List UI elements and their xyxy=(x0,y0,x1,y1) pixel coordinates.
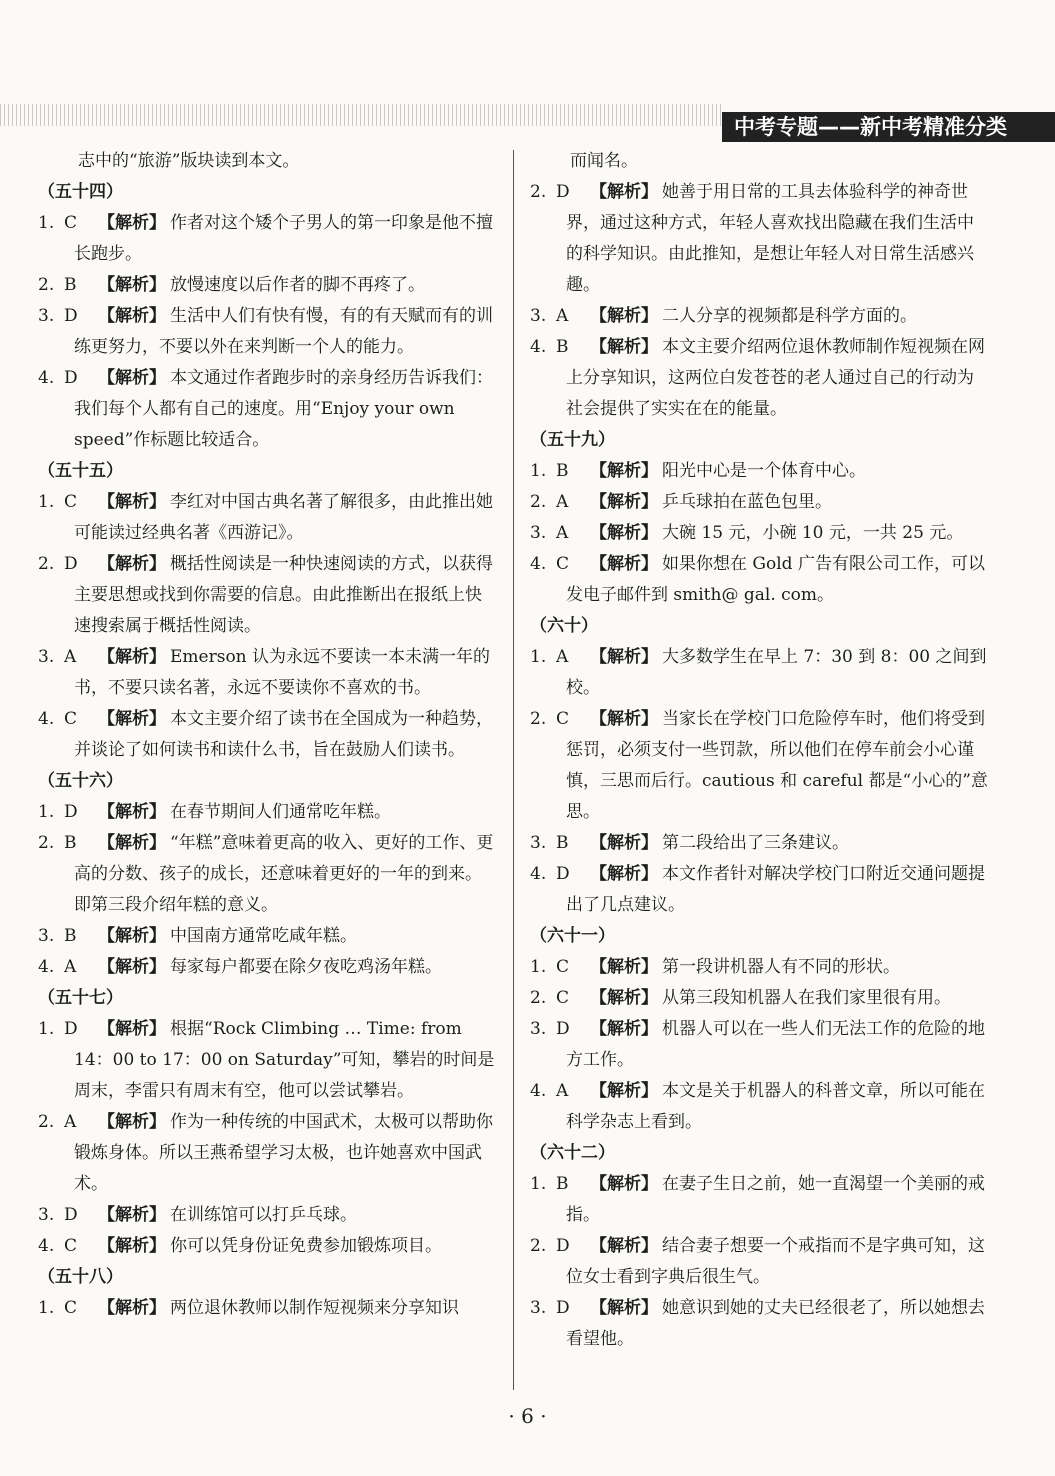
item-number: 1. xyxy=(38,1019,55,1039)
item-number: 2. xyxy=(530,182,547,202)
item-explanation: 如果你想在 Gold 广告有限公司工作，可以发电子邮件到 smith@ gal. com。 xyxy=(566,554,985,605)
answer-item xyxy=(38,828,498,921)
section-title: （六十二） xyxy=(530,1143,615,1163)
page-number: · 6 · xyxy=(508,1404,547,1428)
item-number: 1. xyxy=(530,1174,547,1194)
item-number: 1. xyxy=(38,213,55,233)
item-answer: D xyxy=(64,802,78,822)
item-answer: B xyxy=(556,461,569,481)
analysis-tag: 【解析】 xyxy=(590,1174,658,1194)
answer-item xyxy=(38,1293,498,1324)
item-explanation: 二人分享的视频都是科学方面的。 xyxy=(662,306,917,326)
item-answer: D xyxy=(556,1236,570,1256)
answer-item xyxy=(530,859,990,921)
item-explanation: 生活中人们有快有慢，有的有天赋而有的训练更努力，不要以外在来判断一个人的能力。 xyxy=(74,306,493,357)
answer-item xyxy=(530,704,990,828)
item-answer: B xyxy=(64,275,77,295)
analysis-tag: 【解析】 xyxy=(590,1298,658,1318)
analysis-tag: 【解析】 xyxy=(590,988,658,1008)
answer-item xyxy=(530,301,990,332)
item-answer: D xyxy=(64,1205,78,1225)
analysis-tag: 【解析】 xyxy=(98,1112,166,1132)
section-title: （五十六） xyxy=(38,771,123,791)
analysis-tag: 【解析】 xyxy=(590,306,658,326)
analysis-tag: 【解析】 xyxy=(590,1236,658,1256)
answer-item xyxy=(38,363,498,456)
item-answer: C xyxy=(556,988,570,1008)
item-explanation: 概括性阅读是一种快速阅读的方式，以获得主要思想或找到你需要的信息。由此推断出在报纸上快速搜索属于概括性阅读。 xyxy=(74,554,493,636)
item-explanation: 作为一种传统的中国武术，太极可以帮助你锻炼身体。所以王燕希望学习太极，也许她喜欢中国武术。 xyxy=(74,1112,493,1194)
item-explanation: 两位退休教师以制作短视频来分享知识 xyxy=(170,1298,459,1318)
analysis-tag: 【解析】 xyxy=(98,926,166,946)
item-number: 1. xyxy=(38,492,55,512)
answer-item xyxy=(38,1014,498,1107)
answer-item xyxy=(530,456,990,487)
analysis-tag: 【解析】 xyxy=(590,833,658,853)
analysis-tag: 【解析】 xyxy=(98,1205,166,1225)
item-explanation: 根据“Rock Climbing … Time: from 14：00 to 17：00 on Saturday”可知，攀岩的时间是周末，李雷只有周末有空，他可以尝试攀岩。 xyxy=(74,1019,495,1101)
answer-item xyxy=(530,952,990,983)
item-answer: A xyxy=(556,647,569,667)
continuation-text: 志中的“旅游”版块读到本文。 xyxy=(78,151,300,171)
item-answer: C xyxy=(556,554,570,574)
item-answer: D xyxy=(64,554,78,574)
item-number: 3. xyxy=(38,926,55,946)
item-answer: A xyxy=(556,523,569,543)
item-number: 2. xyxy=(38,275,55,295)
answer-item xyxy=(38,1200,498,1231)
item-explanation: 本文通过作者跑步时的亲身经历告诉我们：我们每个人都有自己的速度。用“Enjoy your own speed”作标题比较适合。 xyxy=(74,368,493,450)
answer-item xyxy=(38,704,498,766)
answer-item xyxy=(530,177,990,301)
item-number: 4. xyxy=(38,368,55,388)
header-banner: 中考专题——新中考精准分类 xyxy=(722,112,1055,142)
answer-item xyxy=(38,1107,498,1200)
item-number: 1. xyxy=(530,461,547,481)
analysis-tag: 【解析】 xyxy=(590,523,658,543)
analysis-tag: 【解析】 xyxy=(590,1019,658,1039)
analysis-tag: 【解析】 xyxy=(98,802,166,822)
item-explanation: 本文是关于机器人的科普文章，所以可能在科学杂志上看到。 xyxy=(566,1081,985,1132)
item-explanation: 阳光中心是一个体育中心。 xyxy=(662,461,866,481)
item-answer: C xyxy=(64,1236,78,1256)
answer-item xyxy=(530,1014,990,1076)
section-title: （五十五） xyxy=(38,461,123,481)
item-answer: D xyxy=(64,368,78,388)
answer-item xyxy=(530,642,990,704)
section-title: （五十八） xyxy=(38,1267,123,1287)
answer-item xyxy=(38,549,498,642)
item-answer: A xyxy=(64,1112,77,1132)
analysis-tag: 【解析】 xyxy=(590,182,658,202)
section-title: （五十七） xyxy=(38,988,123,1008)
item-number: 3. xyxy=(530,1019,547,1039)
analysis-tag: 【解析】 xyxy=(98,306,166,326)
answer-item xyxy=(38,208,498,270)
item-answer: D xyxy=(64,1019,78,1039)
section-title: （六十一） xyxy=(530,926,615,946)
analysis-tag: 【解析】 xyxy=(98,554,166,574)
item-answer: B xyxy=(556,1174,569,1194)
answer-item xyxy=(38,301,498,363)
answer-item xyxy=(530,983,990,1014)
item-number: 2. xyxy=(38,1112,55,1132)
item-answer: C xyxy=(64,1298,78,1318)
item-answer: D xyxy=(556,182,570,202)
item-answer: A xyxy=(556,1081,569,1101)
item-answer: C xyxy=(64,709,78,729)
item-explanation: 当家长在学校门口危险停车时，他们将受到惩罚，必须支付一些罚款，所以他们在停车前会小心谨慎，三思而后行。cautious 和 careful 都是“小心的”意思。 xyxy=(566,709,988,822)
item-explanation: 在春节期间人们通常吃年糕。 xyxy=(170,802,391,822)
item-explanation: 作者对这个矮个子男人的第一印象是他不擅长跑步。 xyxy=(74,213,493,264)
item-number: 1. xyxy=(38,1298,55,1318)
answer-item xyxy=(530,1293,990,1355)
item-number: 3. xyxy=(530,1298,547,1318)
item-explanation: 乒乓球拍在蓝色包里。 xyxy=(662,492,832,512)
item-number: 2. xyxy=(530,1236,547,1256)
item-number: 1. xyxy=(530,957,547,977)
item-number: 3. xyxy=(530,523,547,543)
answer-item xyxy=(38,487,498,549)
item-number: 4. xyxy=(530,554,547,574)
item-explanation: Emerson 认为永远不要读一本未满一年的书，不要只读名著，永远不要读你不喜欢的书。 xyxy=(74,647,491,698)
answer-item xyxy=(530,1231,990,1293)
item-answer: C xyxy=(64,213,78,233)
answer-item xyxy=(530,332,990,425)
answer-item xyxy=(38,642,498,704)
item-number: 3. xyxy=(530,833,547,853)
item-explanation: 大多数学生在早上 7：30 到 8：00 之间到校。 xyxy=(566,647,987,698)
item-answer: A xyxy=(556,306,569,326)
item-explanation: 李红对中国古典名著了解很多，由此推出她可能读过经典名著《西游记》。 xyxy=(74,492,493,543)
item-answer: D xyxy=(556,1019,570,1039)
item-answer: C xyxy=(556,957,570,977)
analysis-tag: 【解析】 xyxy=(590,492,658,512)
analysis-tag: 【解析】 xyxy=(98,1236,166,1256)
item-explanation: 她善于用日常的工具去体验科学的神奇世界，通过这种方式，年轻人喜欢找出隐藏在我们生活中的科学知识。由此推知，是想让年轻人对日常生活感兴趣。 xyxy=(566,182,974,295)
analysis-tag: 【解析】 xyxy=(98,709,166,729)
analysis-tag: 【解析】 xyxy=(98,368,166,388)
continuation-text: 而闻名。 xyxy=(570,151,638,171)
item-number: 3. xyxy=(38,306,55,326)
answer-item xyxy=(38,952,498,983)
item-answer: D xyxy=(64,306,78,326)
analysis-tag: 【解析】 xyxy=(590,554,658,574)
item-answer: C xyxy=(556,709,570,729)
analysis-tag: 【解析】 xyxy=(98,213,166,233)
header-hatch xyxy=(0,104,722,126)
item-answer: D xyxy=(556,864,570,884)
item-explanation: 第一段讲机器人有不同的形状。 xyxy=(662,957,900,977)
analysis-tag: 【解析】 xyxy=(98,1298,166,1318)
answer-item xyxy=(530,828,990,859)
item-number: 2. xyxy=(530,709,547,729)
item-answer: B xyxy=(556,337,569,357)
item-number: 3. xyxy=(38,1205,55,1225)
section-title: （六十） xyxy=(530,616,598,636)
answer-item xyxy=(530,1076,990,1138)
item-explanation: 本文主要介绍两位退休教师制作短视频在网上分享知识，这两位白发苍苍的老人通过自己的行动为社会提供了实实在在的能量。 xyxy=(566,337,985,419)
item-explanation: 第二段给出了三条建议。 xyxy=(662,833,849,853)
answer-item xyxy=(530,487,990,518)
item-answer: B xyxy=(64,833,77,853)
section-title: （五十四） xyxy=(38,182,123,202)
answer-item xyxy=(38,1231,498,1262)
item-number: 4. xyxy=(38,1236,55,1256)
analysis-tag: 【解析】 xyxy=(590,709,658,729)
item-explanation: 结合妻子想要一个戒指而不是字典可知，这位女士看到字典后很生气。 xyxy=(566,1236,985,1287)
item-explanation: 机器人可以在一些人们无法工作的危险的地方工作。 xyxy=(566,1019,985,1070)
item-number: 3. xyxy=(38,647,55,667)
item-number: 4. xyxy=(38,957,55,977)
answer-item xyxy=(38,797,498,828)
item-number: 2. xyxy=(38,554,55,574)
item-number: 2. xyxy=(38,833,55,853)
item-explanation: 中国南方通常吃咸年糕。 xyxy=(170,926,357,946)
item-answer: B xyxy=(64,926,77,946)
item-answer: A xyxy=(556,492,569,512)
analysis-tag: 【解析】 xyxy=(98,275,166,295)
item-explanation: 在妻子生日之前，她一直渴望一个美丽的戒指。 xyxy=(566,1174,985,1225)
analysis-tag: 【解析】 xyxy=(98,833,166,853)
answer-item xyxy=(530,1169,990,1231)
analysis-tag: 【解析】 xyxy=(590,957,658,977)
item-explanation: “年糕”意味着更高的收入、更好的工作、更高的分数、孩子的成长，还意味着更好的一年的到来。即第三段介绍年糕的意义。 xyxy=(74,833,494,915)
item-number: 4. xyxy=(530,337,547,357)
analysis-tag: 【解析】 xyxy=(590,864,658,884)
item-answer: C xyxy=(64,492,78,512)
item-number: 2. xyxy=(530,492,547,512)
item-answer: D xyxy=(556,1298,570,1318)
item-number: 4. xyxy=(38,709,55,729)
right-column xyxy=(530,146,990,1355)
analysis-tag: 【解析】 xyxy=(590,1081,658,1101)
section-title: （五十九） xyxy=(530,430,615,450)
analysis-tag: 【解析】 xyxy=(590,337,658,357)
item-number: 1. xyxy=(530,647,547,667)
analysis-tag: 【解析】 xyxy=(590,461,658,481)
item-number: 4. xyxy=(530,864,547,884)
item-number: 2. xyxy=(530,988,547,1008)
analysis-tag: 【解析】 xyxy=(590,647,658,667)
item-explanation: 从第三段知机器人在我们家里很有用。 xyxy=(662,988,951,1008)
item-number: 3. xyxy=(530,306,547,326)
item-explanation: 本文作者针对解决学校门口附近交通问题提出了几点建议。 xyxy=(566,864,985,915)
column-divider xyxy=(513,150,514,1390)
item-answer: A xyxy=(64,957,77,977)
item-number: 4. xyxy=(530,1081,547,1101)
item-answer: A xyxy=(64,647,77,667)
item-explanation: 本文主要介绍了读书在全国成为一种趋势，并谈论了如何读书和读什么书，旨在鼓励人们读书。 xyxy=(74,709,493,760)
item-explanation: 每家每户都要在除夕夜吃鸡汤年糕。 xyxy=(170,957,442,977)
item-explanation: 你可以凭身份证免费参加锻炼项目。 xyxy=(170,1236,442,1256)
analysis-tag: 【解析】 xyxy=(98,1019,166,1039)
analysis-tag: 【解析】 xyxy=(98,492,166,512)
analysis-tag: 【解析】 xyxy=(98,957,166,977)
item-explanation: 放慢速度以后作者的脚不再疼了。 xyxy=(170,275,425,295)
item-answer: B xyxy=(556,833,569,853)
answer-item xyxy=(530,549,990,611)
item-explanation: 在训练馆可以打乒乓球。 xyxy=(170,1205,357,1225)
item-explanation: 她意识到她的丈夫已经很老了，所以她想去看望他。 xyxy=(566,1298,985,1349)
answer-item xyxy=(530,518,990,549)
analysis-tag: 【解析】 xyxy=(98,647,166,667)
item-number: 1. xyxy=(38,802,55,822)
item-explanation: 大碗 15 元，小碗 10 元，一共 25 元。 xyxy=(662,523,964,543)
answer-item xyxy=(38,921,498,952)
left-column xyxy=(38,146,498,1324)
answer-item xyxy=(38,270,498,301)
